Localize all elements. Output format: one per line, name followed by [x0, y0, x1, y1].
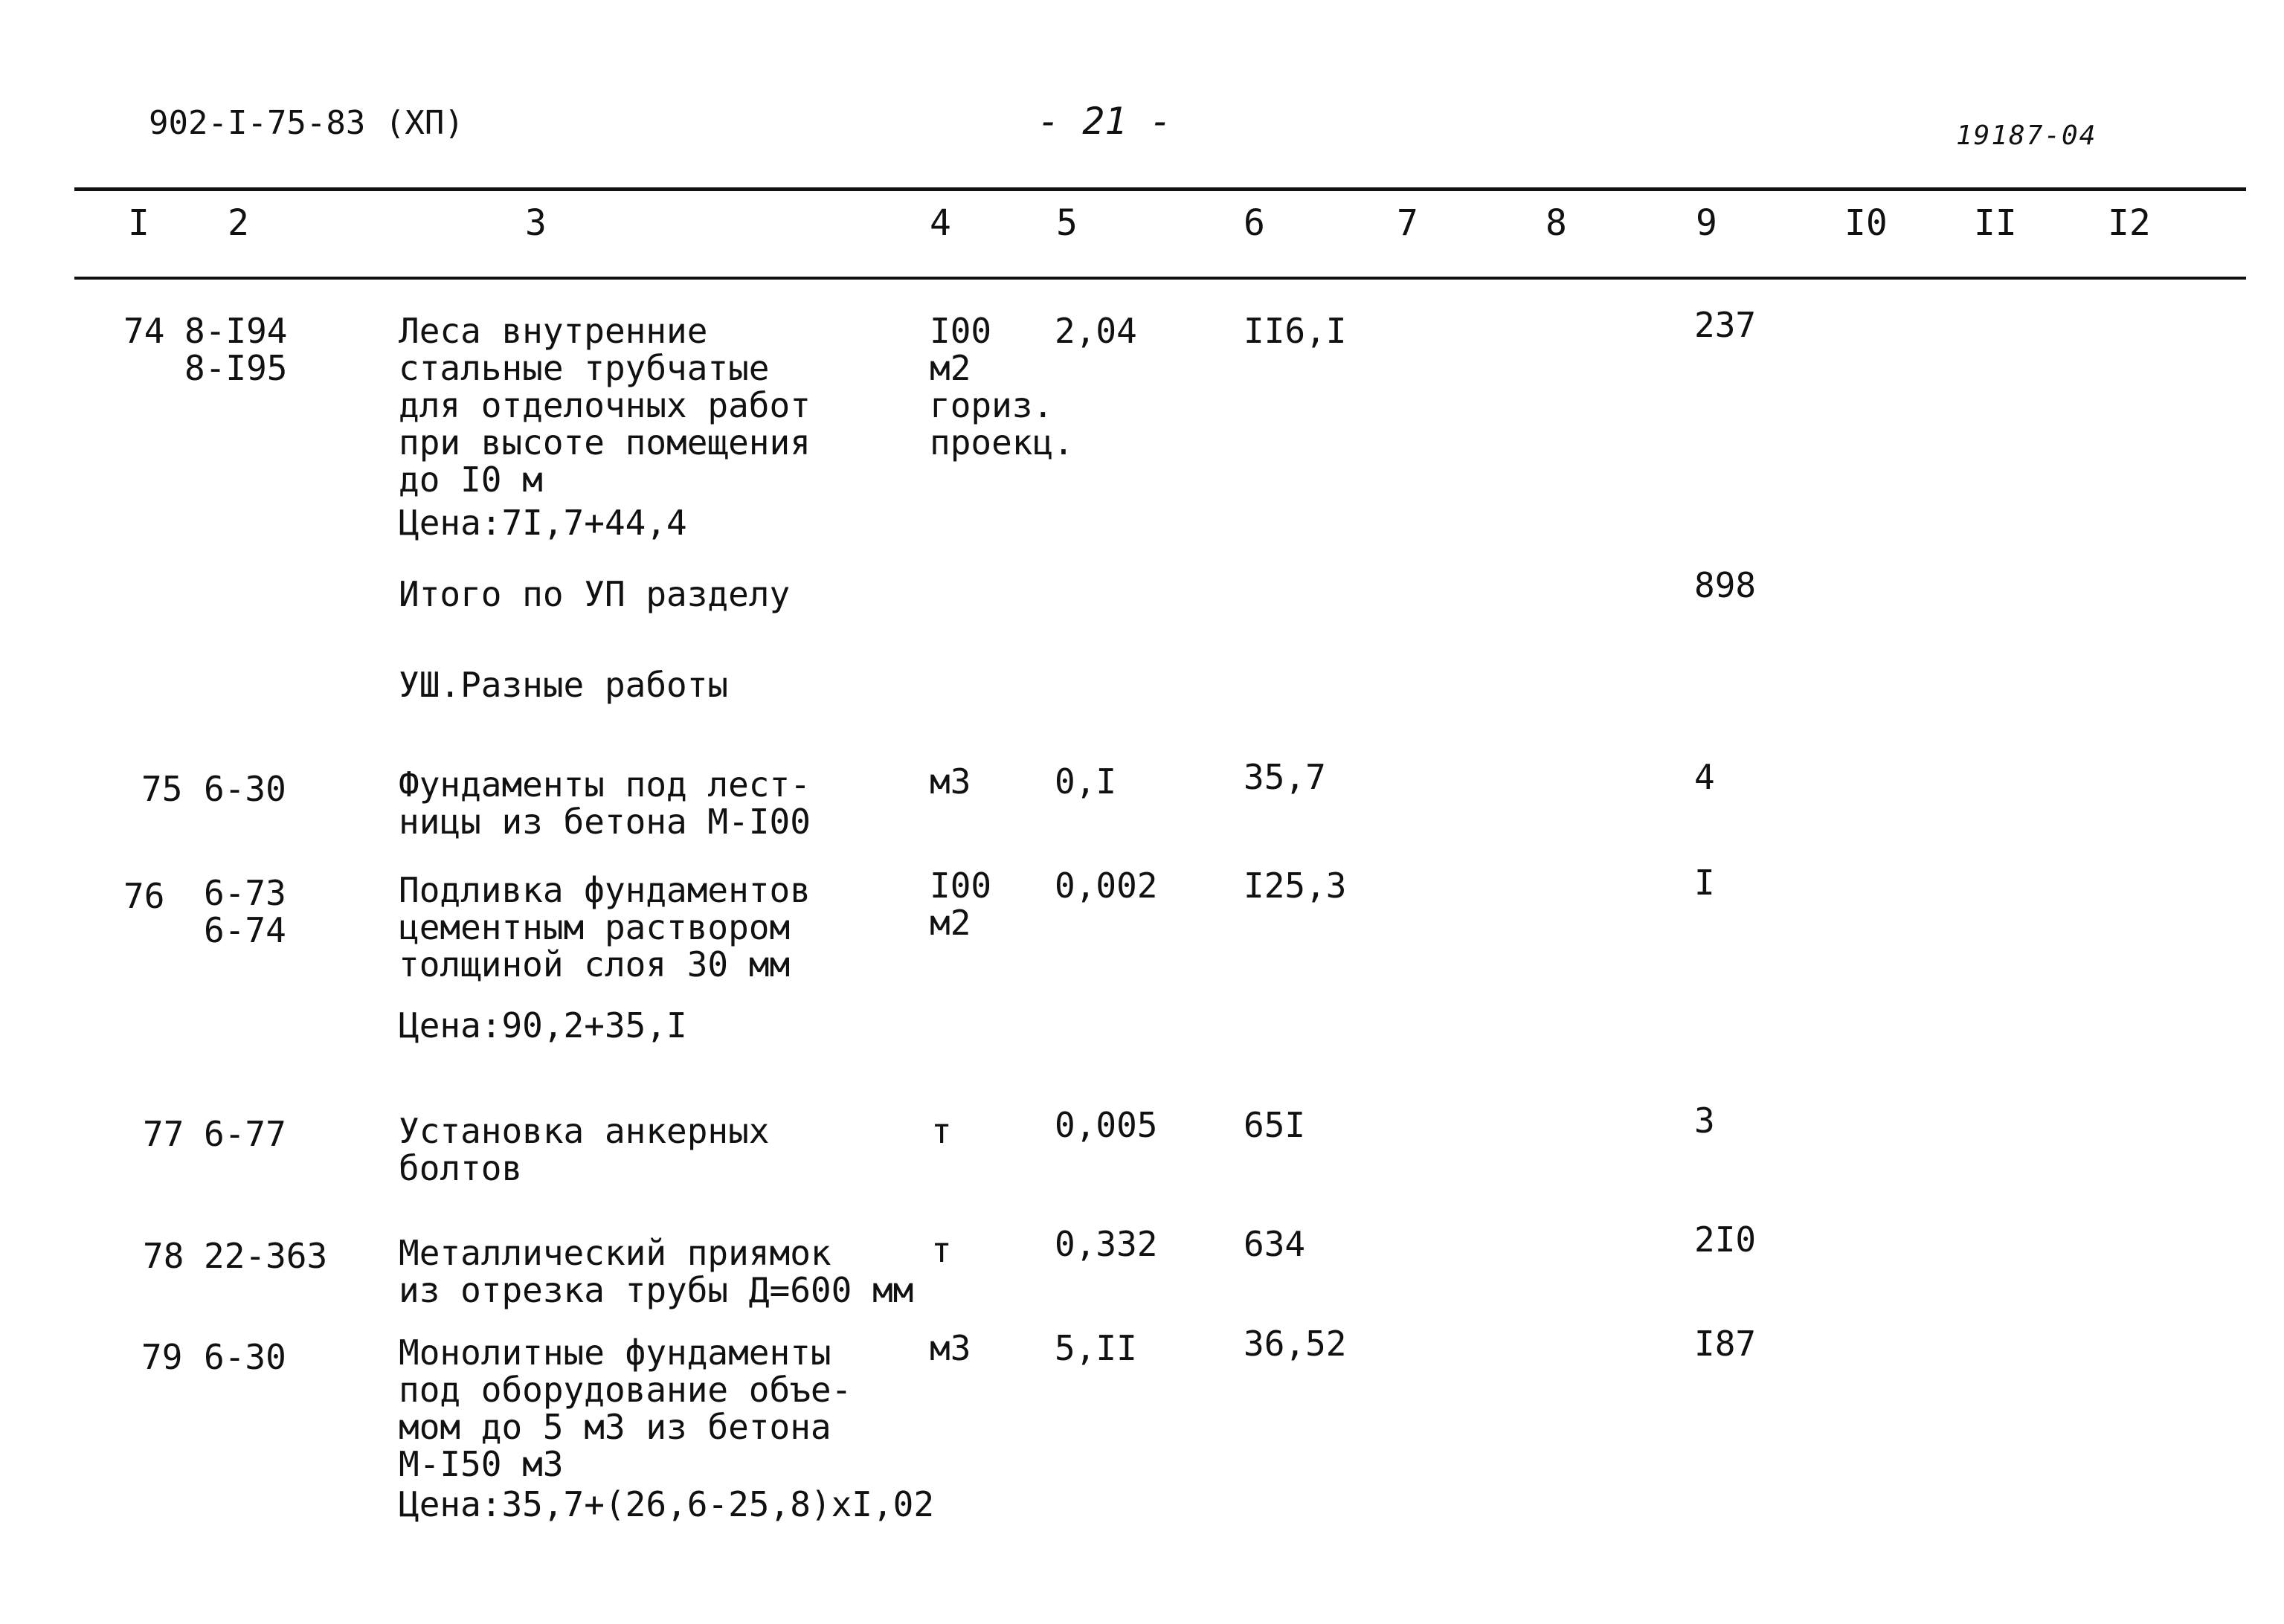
subtotal-label: Итого по УП разделу	[399, 574, 791, 614]
row-number: 74	[123, 311, 165, 351]
column-number: 9	[1696, 202, 1717, 244]
work-description: Металлический приямок из отрезка трубы Д=600 мм	[399, 1233, 914, 1310]
table-header-rule	[74, 277, 2246, 280]
quantity: 0,I	[1055, 761, 1117, 802]
total-cost: I	[1694, 863, 1715, 903]
norm-code: 6-77	[204, 1114, 286, 1154]
unit: т	[931, 1111, 952, 1151]
column-number: 3	[525, 202, 547, 244]
norm-code: 6-30	[204, 1337, 286, 1377]
total-cost: 3	[1694, 1101, 1715, 1141]
page-number: - 21 -	[1038, 100, 1172, 143]
total-cost: 4	[1694, 757, 1715, 797]
unit-cost: 36,52	[1244, 1324, 1347, 1364]
unit-cost: 634	[1244, 1224, 1306, 1264]
column-number: 5	[1056, 202, 1078, 244]
price-note: Цена:90,2+35,I	[399, 1005, 687, 1045]
column-number: 6	[1244, 202, 1265, 244]
unit: I00 м2 гориз. проекц.	[930, 311, 1074, 463]
unit-cost: II6,I	[1244, 311, 1347, 351]
total-cost: I87	[1694, 1324, 1757, 1364]
unit: м3	[930, 1328, 971, 1368]
work-description: Монолитные фундаменты под оборудование объе- мом до 5 м3 из бетона М-I50 м3	[399, 1333, 852, 1484]
unit-cost: 65I	[1244, 1105, 1306, 1145]
unit-cost: I25,3	[1244, 866, 1347, 906]
section-title: УШ.Разные работы	[399, 665, 729, 705]
total-cost: 237	[1694, 305, 1757, 345]
column-number: 2	[228, 202, 249, 244]
unit: т	[931, 1230, 952, 1270]
archive-number: 19187-04	[1956, 120, 2097, 151]
column-number: I2	[2108, 202, 2151, 244]
price-note: Цена:35,7+(26,6-25,8)хI,02	[399, 1484, 935, 1524]
quantity: 0,332	[1055, 1224, 1158, 1264]
row-number: 76	[123, 876, 165, 916]
column-number: II	[1974, 202, 2017, 244]
norm-code: 6-30	[204, 769, 286, 809]
quantity: 2,04	[1055, 311, 1137, 351]
unit-cost: 35,7	[1244, 757, 1326, 797]
unit: I00 м2	[930, 866, 992, 943]
price-note: Цена:7I,7+44,4	[399, 503, 687, 543]
row-number: 79	[141, 1337, 183, 1377]
norm-code: 6-73 6-74	[204, 873, 286, 950]
column-number: I0	[1844, 202, 1888, 244]
quantity: 0,002	[1055, 866, 1158, 906]
column-number: I	[128, 202, 149, 244]
quantity: 0,005	[1055, 1105, 1158, 1145]
work-description: Фундаменты под лест- ницы из бетона М-I00	[399, 764, 811, 842]
quantity: 5,II	[1055, 1328, 1137, 1368]
row-number: 75	[141, 769, 183, 809]
column-number: 4	[930, 202, 951, 244]
table-top-rule	[74, 187, 2246, 191]
norm-code: 22-363	[204, 1236, 328, 1276]
total-cost: 2I0	[1694, 1219, 1757, 1260]
work-description: Подливка фундаментов цементным раствором толщиной слоя 30 мм	[399, 870, 811, 985]
unit: м3	[930, 761, 971, 802]
column-number: 7	[1397, 202, 1418, 244]
work-description: Установка анкерных болтов	[399, 1111, 770, 1188]
norm-code: 8-I94 8-I95	[184, 311, 288, 388]
subtotal-value: 898	[1694, 565, 1757, 605]
row-number: 78	[143, 1236, 184, 1276]
row-number: 77	[143, 1114, 184, 1154]
column-number: 8	[1545, 202, 1567, 244]
document-code: 902-I-75-83 (XП)	[149, 104, 464, 142]
work-description: Леса внутренние стальные трубчатые для отделочных работ при высоте помещения до I0 м	[399, 311, 811, 500]
